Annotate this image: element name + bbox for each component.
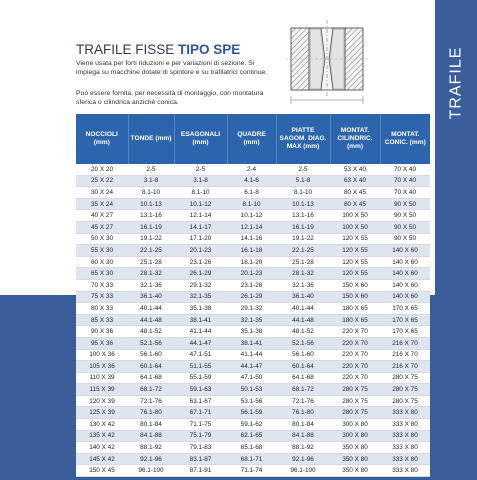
table-cell: 12.1-14 [174,210,227,222]
description-1: Viene usata per forti riduzioni e per variazioni di sezione. Si impiega su macchine dotate di spintore e su trafilatrici continue. [76,60,268,76]
table-cell: 220 X 70 [330,361,380,373]
table-cell: 130 X 42 [76,419,128,431]
table-cell: 19.1-22 [276,233,330,245]
table-cell: 76.1-80 [276,407,330,419]
table-cell: 29.1-32 [174,279,227,291]
table-cell: 3.1-8 [174,175,227,187]
table-cell: 38.1-41 [174,314,227,326]
table-row [76,245,430,257]
table-cell: 80 X 33 [76,303,128,315]
table-cell: 220 X 70 [330,349,380,361]
table-cell: 333 X 80 [380,430,430,442]
table-cell: 51.1-55 [174,361,227,373]
table-cell: 84.1-88 [128,430,174,442]
table-cell: 60.1-64 [276,361,330,373]
header-esagonali: ESAGONALI (mm) [174,114,227,164]
table-cell: 44.1-48 [276,314,330,326]
table-cell: 75.1-79 [174,430,227,442]
table-cell: 23.1-26 [174,256,227,268]
table-cell: 280 X 75 [380,395,430,407]
table-cell: 19.1-22 [128,233,174,245]
die-drawing-icon [285,16,370,106]
header-tonde: TONDE (mm) [128,114,174,164]
table-cell: 71.1-75 [174,419,227,431]
table-cell: 32.1-35 [227,314,276,326]
table-row [76,372,430,384]
table-cell: 8.1-10 [227,198,276,210]
table-cell: 44.1-48 [128,314,174,326]
table-cell: 72.1-76 [128,395,174,407]
table-cell: 70 X 40 [380,175,430,187]
table-cell: 333 X 80 [380,419,430,431]
table-row [76,268,430,280]
table-cell: 100 X 50 [330,221,380,233]
table-cell: 88.1-92 [128,442,174,454]
table-cell: 280 X 75 [330,407,380,419]
table-cell: 13.1-16 [128,210,174,222]
table-cell: 216 X 70 [380,349,430,361]
header-piatte: PIATTE SAGOM. DIAG. MAX (mm) [276,114,330,164]
table-body [76,164,430,477]
table-cell: 95 X 36 [76,337,128,349]
table-header-row [76,114,430,164]
table-cell: 47.1-51 [174,349,227,361]
table-cell: 60.1-64 [128,361,174,373]
table-cell: 25.1-28 [128,256,174,268]
table-cell: 120 X 55 [330,245,380,257]
table-cell: 125 X 39 [76,407,128,419]
table-cell: 3.1-8 [128,175,174,187]
table-cell: 350 X 80 [330,442,380,454]
table-cell: 120 X 55 [330,256,380,268]
table-cell: 80.1-84 [128,419,174,431]
table-cell: 22.1-25 [276,245,330,257]
table-cell: 2-5 [128,164,174,175]
table-cell: 5.1-8 [276,175,330,187]
table-cell: 150 X 60 [330,291,380,303]
table-row [76,395,430,407]
table-cell: 32.1-35 [174,291,227,303]
table-cell: 26.1-29 [174,268,227,280]
table-cell: 150 X 45 [76,465,128,477]
table-cell: 20.1-23 [174,245,227,257]
table-cell: 71.1-74 [227,465,276,477]
table-cell: 170 X 65 [380,326,430,338]
table-cell: 8.1-10 [276,187,330,199]
table-row [76,175,430,187]
table-cell: 14.1-16 [227,233,276,245]
table-cell: 87.1-91 [174,465,227,477]
table-cell: 20 X 20 [76,164,128,175]
table-cell: 55 X 30 [76,245,128,257]
table-cell: 62.1-65 [227,430,276,442]
table-cell: 280 X 75 [380,372,430,384]
table-cell: 216 X 70 [380,337,430,349]
table-cell: 26.1-29 [227,291,276,303]
table-cell: 115 X 39 [76,384,128,396]
table-cell: 75 X 33 [76,291,128,303]
table-cell: 96.1-100 [128,465,174,477]
table-cell: 10.1-13 [128,198,174,210]
header-montat-cilindric: MONTAT. CILINDRIC. (mm) [330,114,380,164]
table-cell: 76.1-80 [128,407,174,419]
table-cell: 350 X 80 [330,453,380,465]
table-cell: 40.1-44 [128,303,174,315]
table-row [76,419,430,431]
table-cell: 52.1-56 [276,337,330,349]
table-cell: 25.1-28 [276,256,330,268]
table-cell: 16.1-19 [276,221,330,233]
table-cell: 41.1-44 [227,349,276,361]
side-title-text: TRAFILE [447,46,465,120]
table-cell: 18.1-20 [227,256,276,268]
table-cell: 41.1-44 [174,326,227,338]
page-title [76,42,240,57]
table-row [76,164,430,175]
table-cell: 140 X 60 [380,256,430,268]
table-cell: 83.1-87 [174,453,227,465]
table-cell: 68.1-71 [227,453,276,465]
table-cell: 333 X 80 [380,453,430,465]
table-cell: 135 X 42 [76,430,128,442]
table-row [76,314,430,326]
table-cell: 170 X 65 [380,314,430,326]
table-cell: 85 X 33 [76,314,128,326]
table-cell: 300 X 80 [330,419,380,431]
table-cell: 280 X 75 [330,384,380,396]
table-row [76,407,430,419]
table-cell: 2-5 [174,164,227,175]
table-cell: 140 X 60 [380,291,430,303]
table-cell: 64.1-68 [276,372,330,384]
table-cell: 28.1-32 [128,268,174,280]
table-cell: 180 X 65 [330,314,380,326]
dimensions-table [76,114,430,477]
table-cell: 48.1-52 [128,326,174,338]
table-row [76,349,430,361]
table-cell: 220 X 70 [330,326,380,338]
table-cell: 32.1-36 [276,279,330,291]
table-cell: 70 X 33 [76,279,128,291]
table-cell: 90 X 50 [380,198,430,210]
table-cell: 100 X 50 [330,210,380,222]
header-montat-conic: MONTAT. CONIC. (mm) [380,114,430,164]
table-cell: 47.1-50 [227,372,276,384]
table-cell: 100 X 36 [76,349,128,361]
table-cell: 65.1-68 [227,442,276,454]
table-cell: 63.1-67 [174,395,227,407]
table-cell: 84.1-88 [276,430,330,442]
table-row [76,221,430,233]
table-row [76,361,430,373]
table-cell: 30 X 24 [76,187,128,199]
table-cell: 120 X 55 [330,233,380,245]
table-cell: 70 X 40 [380,164,430,175]
table-cell: 55.1-59 [174,372,227,384]
table-cell: 90 X 36 [76,326,128,338]
table-cell: 4.1-6 [227,175,276,187]
table-row [76,442,430,454]
table-cell: 65 X 30 [76,268,128,280]
table-cell: 60 X 30 [76,256,128,268]
table-cell: 333 X 80 [380,465,430,477]
table-row [76,291,430,303]
table-cell: 96.1-100 [276,465,330,477]
table-cell: 40 X 27 [76,210,128,222]
table-cell: 350 X 80 [330,465,380,477]
table-cell: 52.1-56 [128,337,174,349]
table-cell: 6.1-8 [227,187,276,199]
table-cell: 80 X 45 [330,187,380,199]
table-cell: 17.1-20 [174,233,227,245]
table-cell: 53 X 40 [330,164,380,175]
table-cell: 63 X 40 [330,175,380,187]
table-cell: 8.1-10 [128,187,174,199]
table-cell: 38.1-41 [227,337,276,349]
table-cell: 2-5 [276,164,330,175]
table-cell: 35.1-38 [174,303,227,315]
table-cell: 23.1-26 [227,279,276,291]
table-cell: 280 X 75 [380,384,430,396]
table-row [76,198,430,210]
table-cell: 300 X 80 [330,430,380,442]
table-cell: 50 X 30 [76,233,128,245]
table-cell: 333 X 80 [380,442,430,454]
table-cell: 68.1-72 [276,384,330,396]
table-cell: 68.1-72 [128,384,174,396]
table-cell: 140 X 60 [380,279,430,291]
table-cell: 28.1-32 [276,268,330,280]
table-row [76,256,430,268]
table-cell: 36.1-40 [276,291,330,303]
table-row [76,430,430,442]
table-cell: 56.1-60 [276,349,330,361]
table-row [76,337,430,349]
table-cell: 170 X 65 [380,303,430,315]
table-cell: 220 X 70 [330,372,380,384]
table-row [76,279,430,291]
table-cell: 36.1-40 [128,291,174,303]
table-cell: 10.1-12 [174,198,227,210]
table-cell: 50.1-53 [227,384,276,396]
table-cell: 90 X 50 [380,221,430,233]
table-cell: 53.1-56 [227,395,276,407]
table-cell: 105 X 36 [76,361,128,373]
table-cell: 120 X 39 [76,395,128,407]
table-row [76,233,430,245]
table-cell: 10.1-12 [227,210,276,222]
table-cell: 140 X 60 [380,245,430,257]
table-row [76,187,430,199]
table-cell: 20.1-23 [227,268,276,280]
table-cell: 35 X 24 [76,198,128,210]
table-cell: 45 X 27 [76,221,128,233]
table-cell: 92.1-96 [276,453,330,465]
table-row [76,210,430,222]
table-cell: 67.1-71 [174,407,227,419]
table-cell: 216 X 70 [380,361,430,373]
table-cell: 140 X 42 [76,442,128,454]
table-cell: 44.1-47 [227,361,276,373]
table-row [76,453,430,465]
table-cell: 35.1-38 [227,326,276,338]
table-cell: 16.1-18 [227,245,276,257]
table-cell: 72.1-76 [276,395,330,407]
table-cell: 140 X 60 [380,268,430,280]
header-quadre: QUADRE (mm) [227,114,276,164]
table-cell: 92.1-96 [128,453,174,465]
table-row [76,303,430,315]
table-cell: 13.1-16 [276,210,330,222]
table-cell: 145 X 42 [76,453,128,465]
table-cell: 88.1-92 [276,442,330,454]
table-cell: 56.1-60 [128,349,174,361]
table-cell: 220 X 70 [330,337,380,349]
table-row [76,465,430,477]
table-cell: 25 X 22 [76,175,128,187]
table-cell: 80.1-84 [276,419,330,431]
table-cell: 90 X 50 [380,233,430,245]
table-cell: 150 X 60 [330,279,380,291]
table-cell: 14.1-17 [174,221,227,233]
table-cell: 48.1-52 [276,326,330,338]
title-prefix: TRAFILE FISSE [76,42,179,57]
table-cell: 64.1-68 [128,372,174,384]
table-cell: 80 X 45 [330,198,380,210]
table-cell: 110 X 39 [76,372,128,384]
table-cell: 280 X 75 [330,395,380,407]
table-cell: 2-4 [227,164,276,175]
table-cell: 90 X 50 [380,210,430,222]
table-cell: 8.1-10 [174,187,227,199]
table-cell: 59.1-63 [174,384,227,396]
description-2: Può essere fornita, per necessità di montaggio, con montatura sferica o cilindrica anzichè conica. [76,90,264,106]
table-cell: 333 X 80 [380,407,430,419]
table-cell: 180 X 65 [330,303,380,315]
table-row [76,326,430,338]
table-cell: 44.1-47 [174,337,227,349]
table-cell: 16.1-19 [128,221,174,233]
table-cell: 22.1-25 [128,245,174,257]
side-title [437,38,475,128]
table-cell: 56.1-59 [227,407,276,419]
table-cell: 32.1-36 [128,279,174,291]
title-bold: TIPO SPE [178,42,241,57]
table-cell: 10.1-13 [276,198,330,210]
table-cell: 70 X 40 [380,187,430,199]
table-cell: 12.1-14 [227,221,276,233]
table-cell: 29.1-32 [227,303,276,315]
table-cell: 40.1-44 [276,303,330,315]
header-noccioli: NOCCIOLI (mm) [76,114,128,164]
table-cell: 59.1-62 [227,419,276,431]
table-cell: 120 X 55 [330,268,380,280]
table-row [76,384,430,396]
table-cell: 79.1-83 [174,442,227,454]
